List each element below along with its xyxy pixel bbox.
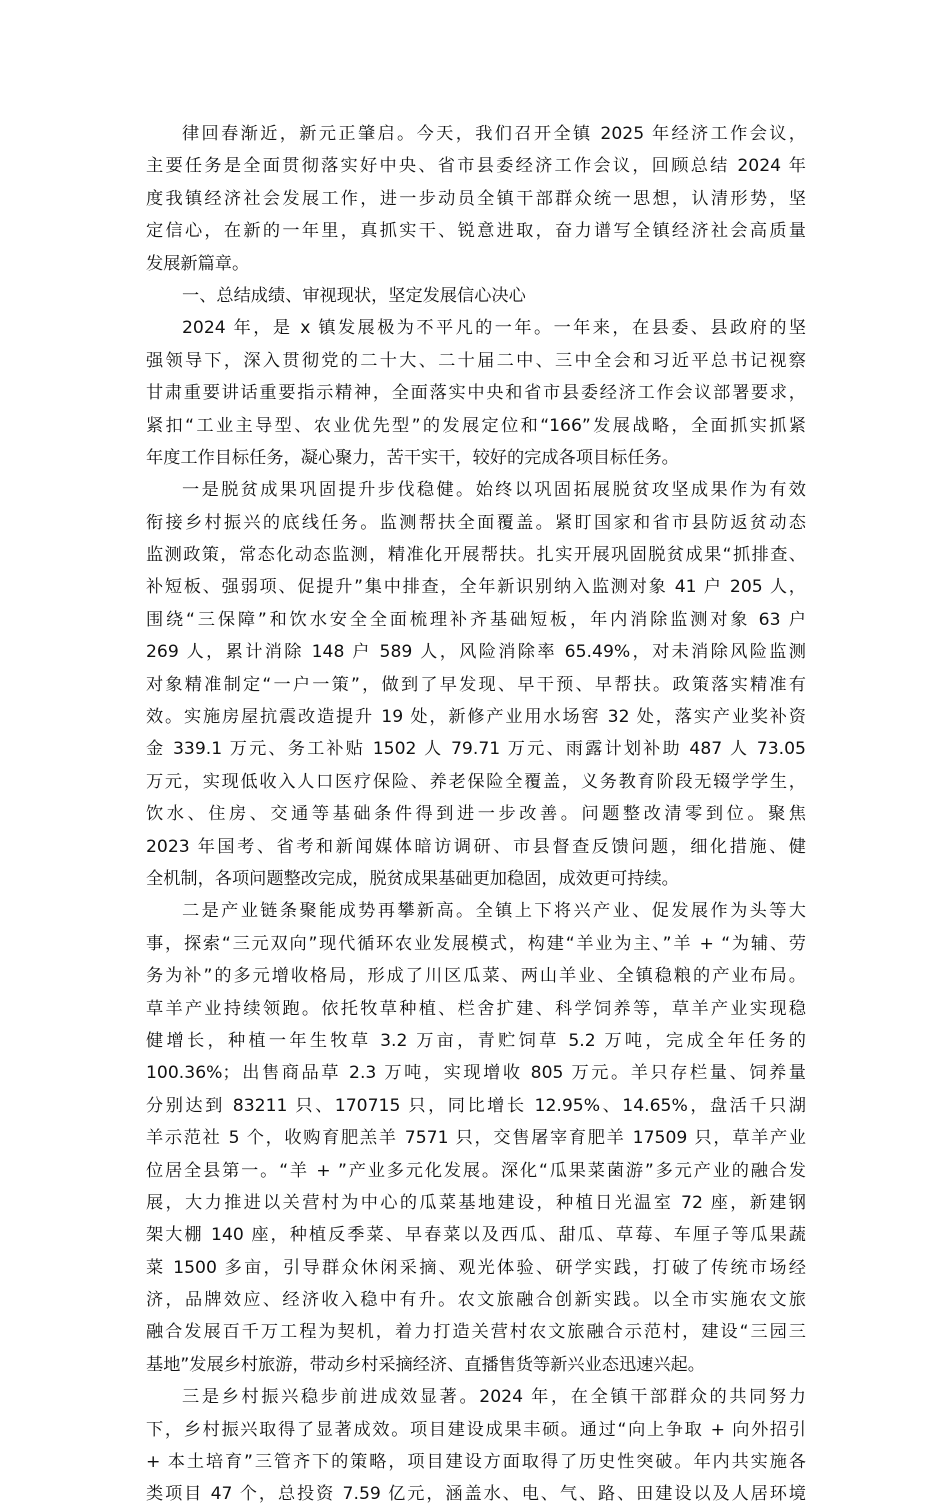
text-line: 全机制，各项问题整改完成，脱贫成果基础更加稳固，成效更可持续。 (146, 868, 679, 889)
text-line: 监测政策，常态化动态监测，精准化开展帮扶。扎实开展巩固脱贫成果“抓排查、 (146, 545, 806, 566)
text-line: 定信心，在新的一年里，真抓实干、锐意进取，奋力谱写全镇经济社会高质量 (146, 221, 806, 242)
section-heading (146, 280, 806, 312)
text-line: 饮水、住房、交通等基础条件得到进一步改善。问题整改清零到位。聚焦 (146, 804, 806, 825)
text-line: + 本土培育”三管齐下的策略，项目建设方面取得了历史性突破。年内共实施各 (146, 1452, 806, 1473)
text-line: 务为补”的多元增收格局，形成了川区瓜菜、两山羊业、全镇稳粮的产业布局。 (146, 966, 806, 987)
text-line: 对象精准制定“一户一策”，做到了早发现、早干预、早帮扶。政策落实精准有 (146, 674, 806, 695)
text-line: 主要任务是全面贯彻落实好中央、省市县委经济工作会议，回顾总结 2024 年 (146, 156, 806, 177)
text-line: 2023 年国考、省考和新闻媒体暗访调研、市县督查反馈问题，细化措施、健 (146, 836, 806, 857)
text-line: 草羊产业持续领跑。依托牧草种植、栏舍扩建、科学饲养等，草羊产业实现稳 (146, 998, 806, 1019)
paragraph-poverty-results (146, 474, 806, 895)
heading-line: 一、总结成绩、审视现状，坚定发展信心决心 (182, 285, 526, 306)
text-line: 二是产业链条聚能成势再攀新高。全镇上下将兴产业、促发展作为头等大 (182, 901, 806, 922)
text-line: 强领导下，深入贯彻党的二十大、二十届二中、三中全会和习近平总书记视察 (146, 350, 806, 371)
text-line: 补短板、强弱项、促提升”集中排查，全年新识别纳入监测对象 41 户 205 人， (146, 577, 806, 598)
text-line: 年度工作目标任务，凝心聚力，苦干实干，较好的完成各项目标任务。 (146, 447, 679, 468)
text-line: 三是乡村振兴稳步前进成效显著。2024 年，在全镇干部群众的共同努力 (182, 1387, 806, 1408)
text-line: 效。实施房屋抗震改造提升 19 处，新修产业用水场窖 32 处，落实产业奖补资 (146, 707, 806, 728)
text-line: 分别达到 83211 只、170715 只，同比增长 12.95%、14.65%，盘活千只湖 (146, 1095, 806, 1116)
text-line: 发展新篇章。 (146, 253, 250, 274)
text-line: 2024 年，是 x 镇发展极为不平凡的一年。一年来，在县委、县政府的坚 (182, 318, 806, 339)
text-line: 事，探索“三元双向”现代循环农业发展模式，构建“羊业为主、”羊 + “为辅、劳 (146, 933, 806, 954)
text-line: 羊示范社 5 个，收购育肥羔羊 7571 只，交售屠宰育肥羊 17509 只，草羊产业 (146, 1128, 806, 1149)
text-line: 金 339.1 万元、务工补贴 1502 人 79.71 万元、雨露计划补助 487 人 73.05 (146, 739, 806, 760)
paragraph-industry-chain (146, 895, 806, 1381)
text-line: 融合发展百千万工程为契机，着力打造关营村农文旅融合示范村，建设“三园三 (146, 1322, 806, 1343)
paragraph-intro (146, 118, 806, 280)
text-line: 基地”发展乡村旅游，带动乡村采摘经济、直播售货等新兴业态迅速兴起。 (146, 1354, 705, 1375)
text-line: 架大棚 140 座，种植反季菜、早春菜以及西瓜、甜瓜、草莓、车厘子等瓜果蔬 (146, 1225, 806, 1246)
text-line: 济，品牌效应、经济收入稳中有升。农文旅融合创新实践。以全市实施农文旅 (146, 1290, 806, 1311)
text-line: 一是脱贫成果巩固提升步伐稳健。始终以巩固拓展脱贫攻坚成果作为有效 (182, 480, 806, 501)
text-line: 类项目 47 个，总投资 7.59 亿元，涵盖水、电、气、路、田建设以及人居环境 (146, 1484, 806, 1505)
text-line: 下，乡村振兴取得了显著成效。项目建设成果丰硕。通过“向上争取 + 向外招引 (146, 1419, 806, 1440)
paragraph-overview (146, 312, 806, 474)
text-line: 菜 1500 多亩，引导群众休闲采摘、观光体验、研学实践，打破了传统市场经 (146, 1257, 806, 1278)
paragraph-rural-revitalization (146, 1381, 806, 1511)
text-line: 万元，实现低收入人口医疗保险、养老保险全覆盖，义务教育阶段无辍学学生， (146, 771, 806, 792)
text-line: 100.36%；出售商品草 2.3 万吨，实现增收 805 万元。羊只存栏量、饲养量 (146, 1063, 806, 1084)
text-line: 紧扣“工业主导型、农业优先型”的发展定位和“166”发展战略，全面抓实抓紧 (146, 415, 806, 436)
text-line: 律回春渐近，新元正肇启。今天，我们召开全镇 2025 年经济工作会议， (182, 124, 806, 144)
text-line: 269 人，累计消除 148 户 589 人，风险消除率 65.49%，对未消除风险监测 (146, 642, 806, 663)
document-page (146, 118, 806, 1511)
text-line: 甘肃重要讲话重要指示精神，全面落实中央和省市县委经济工作会议部署要求， (146, 383, 806, 404)
text-line: 位居全县第一。“羊 + ”产业多元化发展。深化“瓜果菜菌游”多元产业的融合发 (146, 1160, 806, 1181)
text-line: 围绕“三保障”和饮水安全全面梳理补齐基础短板，年内消除监测对象 63 户 (146, 609, 806, 630)
text-line: 展，大力推进以关营村为中心的瓜菜基地建设，种植日光温室 72 座，新建钢 (146, 1192, 806, 1213)
text-line: 度我镇经济社会发展工作，进一步动员全镇干部群众统一思想，认清形势，坚 (146, 188, 806, 209)
text-line: 健增长，种植一年生牧草 3.2 万亩，青贮饲草 5.2 万吨，完成全年任务的 (146, 1030, 806, 1051)
text-line: 衔接乡村振兴的底线任务。监测帮扶全面覆盖。紧盯国家和省市县防返贫动态 (146, 512, 806, 533)
